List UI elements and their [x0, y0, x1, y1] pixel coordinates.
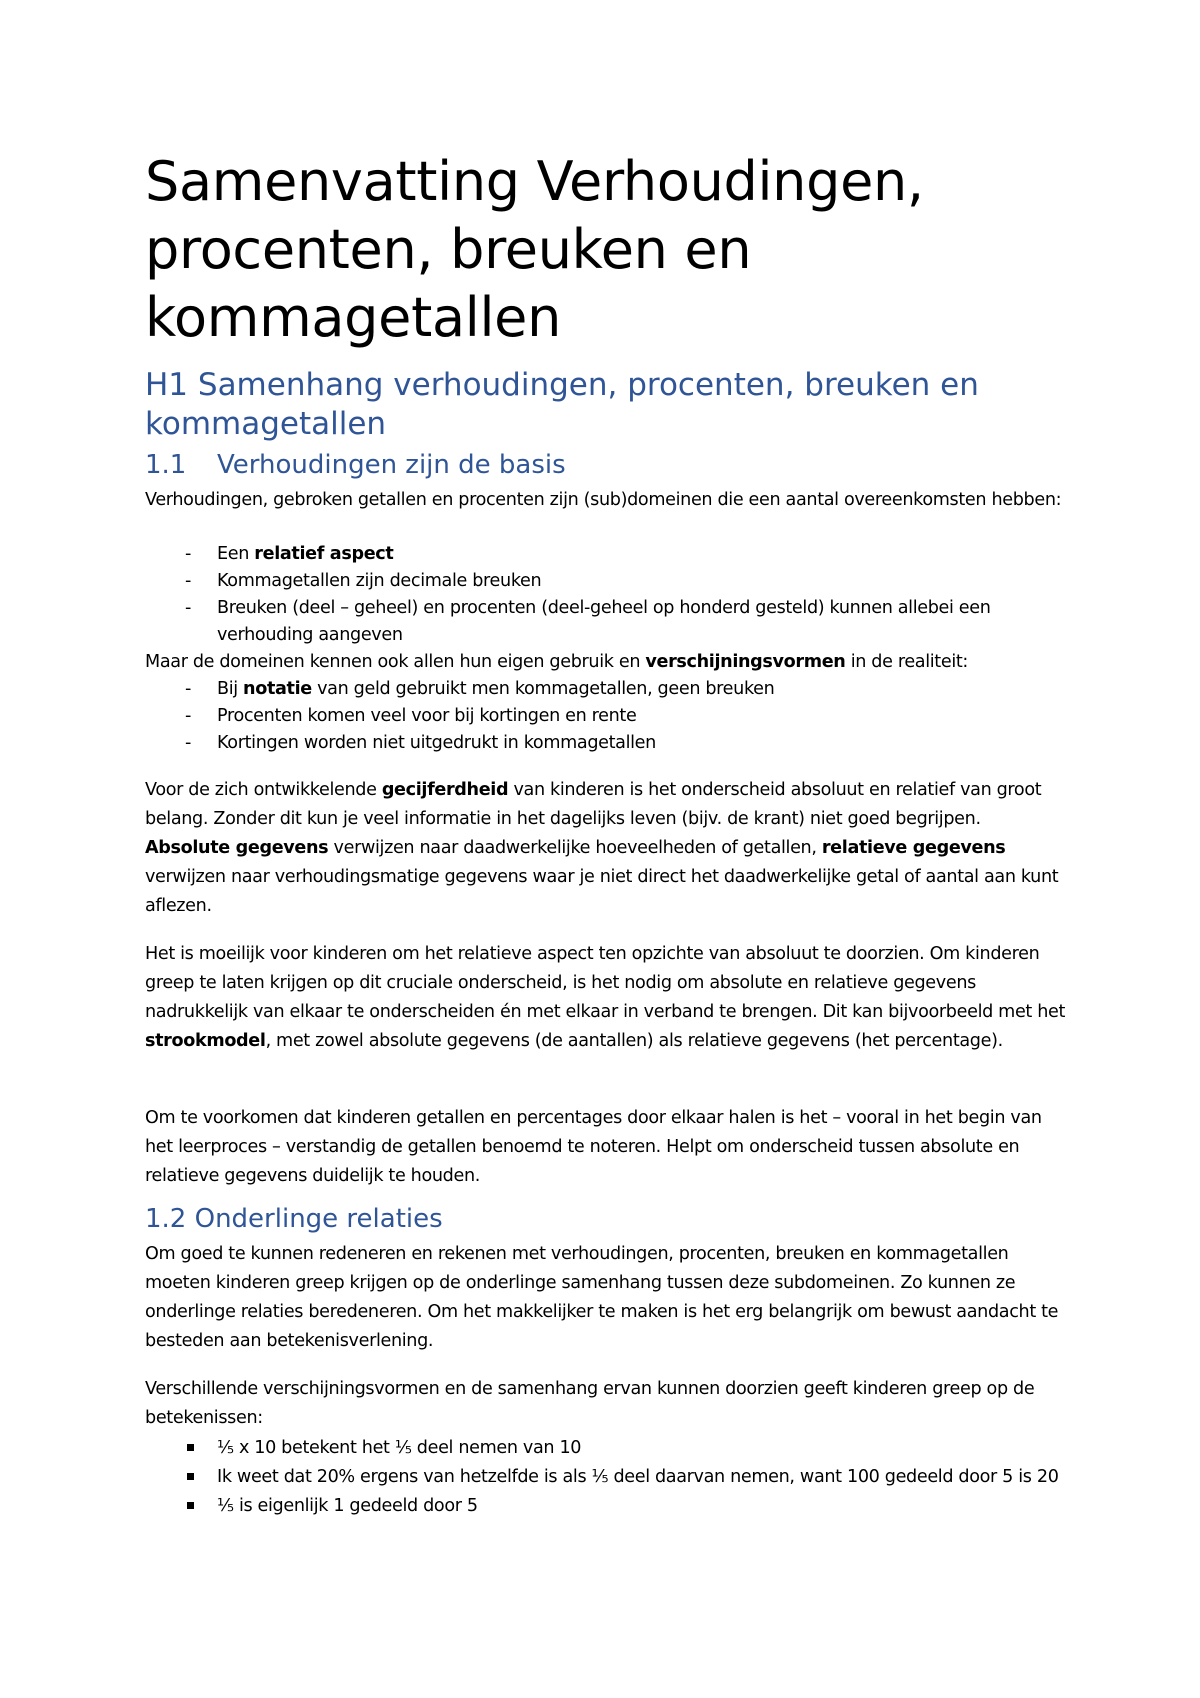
paragraph-verschijningsvormen: Verschillende verschijningsvormen en de samenhang ervan kunnen doorzien geeft kinderen greep op de betekenissen:: [145, 1379, 1035, 1428]
list-gebruik: [145, 676, 1070, 757]
list-marker: -: [185, 733, 191, 753]
list-item: Ik weet dat 20% ergens van hetzelfde is als ⅕ deel daarvan nemen, want 100 gedeeld door 5 is 20: [145, 1463, 1070, 1492]
list-item: - Een relatief aspect: [145, 541, 1070, 568]
paragraph-gecijferdheid: Voor de zich ontwikkelende gecijferdheid van kinderen is het onderscheid absoluut en relatief van groot belang. Zonder dit kun je veel informatie in het dagelijks leven (bijv. de krant) niet goed begrijpen. Absolute gegevens verwijzen naar daadwerkelijke hoeveelheden of getallen, relatieve gegevens verwijzen naar verhoudingsmatige gegevens waar je niet direct het daadwerkelijke getal of aantal aan kunt aflezen.: [145, 780, 1059, 916]
list-item: - Kommagetallen zijn decimale breuken: [145, 568, 1070, 595]
section-number: 1.1: [145, 450, 187, 480]
section-heading-1-2: 1.2 Onderlinge relaties: [145, 1204, 443, 1234]
paragraph-strookmodel: Het is moeilijk voor kinderen om het relatieve aspect ten opzichte van absoluut te doorzien. Om kinderen greep te laten krijgen op dit cruciale onderscheid, is het nodig om absolute en relatieve gegevens nadrukkelijk van elkaar te onderscheiden én met elkaar in verband te brengen. Dit kan bijvoorbeeld met het strookmodel, met zowel absolute gegevens (de aantallen) als relatieve gegevens (het percentage).: [145, 944, 1066, 1051]
list-marker: -: [185, 679, 191, 699]
list-marker: -: [185, 598, 191, 618]
square-bullet-icon: [187, 1473, 194, 1480]
list-marker: -: [185, 571, 191, 591]
document-title: Samenvatting Verhoudingen, procenten, breuken en kommagetallen: [145, 150, 924, 349]
list-marker: -: [185, 544, 191, 564]
square-bullet-icon: [187, 1444, 194, 1451]
bullet-list-betekenissen: [145, 1434, 1070, 1521]
list-item: ⅕ is eigenlijk 1 gedeeld door 5: [145, 1492, 1070, 1521]
list-item: - Breuken (deel – geheel) en procenten (deel-geheel op honderd gesteld) kunnen allebei een verhouding aangeven: [145, 595, 1070, 649]
list-item: - Procenten komen veel voor bij kortingen en rente: [145, 703, 1070, 730]
chapter-heading: H1 Samenhang verhoudingen, procenten, breuken en kommagetallen: [145, 367, 979, 442]
section-heading-1-1: [145, 449, 566, 481]
paragraph-benoemd: Om te voorkomen dat kinderen getallen en percentages door elkaar halen is het – vooral in het begin van het leerproces – verstandig de getallen benoemd te noteren. Helpt om onderscheid tussen absolute en relatieve gegevens duidelijk te houden.: [145, 1108, 1042, 1186]
list-item: ⅕ x 10 betekent het ⅕ deel nemen van 10: [145, 1434, 1070, 1463]
square-bullet-icon: [187, 1502, 194, 1509]
list-item: - Bij notatie van geld gebruikt men kommagetallen, geen breuken: [145, 676, 1070, 703]
list-item: - Kortingen worden niet uitgedrukt in kommagetallen: [145, 730, 1070, 757]
paragraph-domeinen: Maar de domeinen kennen ook allen hun eigen gebruik en verschijningsvormen in de realiteit:: [145, 652, 968, 672]
list-overeenkomsten: [145, 541, 1070, 649]
list-marker: -: [185, 706, 191, 726]
paragraph-intro: Verhoudingen, gebroken getallen en procenten zijn (sub)domeinen die een aantal overeenkomsten hebben:: [145, 490, 1062, 510]
section-title: Verhoudingen zijn de basis: [217, 450, 566, 480]
paragraph-onderlinge-relaties: Om goed te kunnen redeneren en rekenen met verhoudingen, procenten, breuken en kommagetallen moeten kinderen greep krijgen op de onderlinge samenhang tussen deze subdomeinen. Zo kunnen ze onderlinge relaties beredeneren. Om het makkelijker te maken is het erg belangrijk om bewust aandacht te besteden aan betekenisverlening.: [145, 1244, 1059, 1351]
